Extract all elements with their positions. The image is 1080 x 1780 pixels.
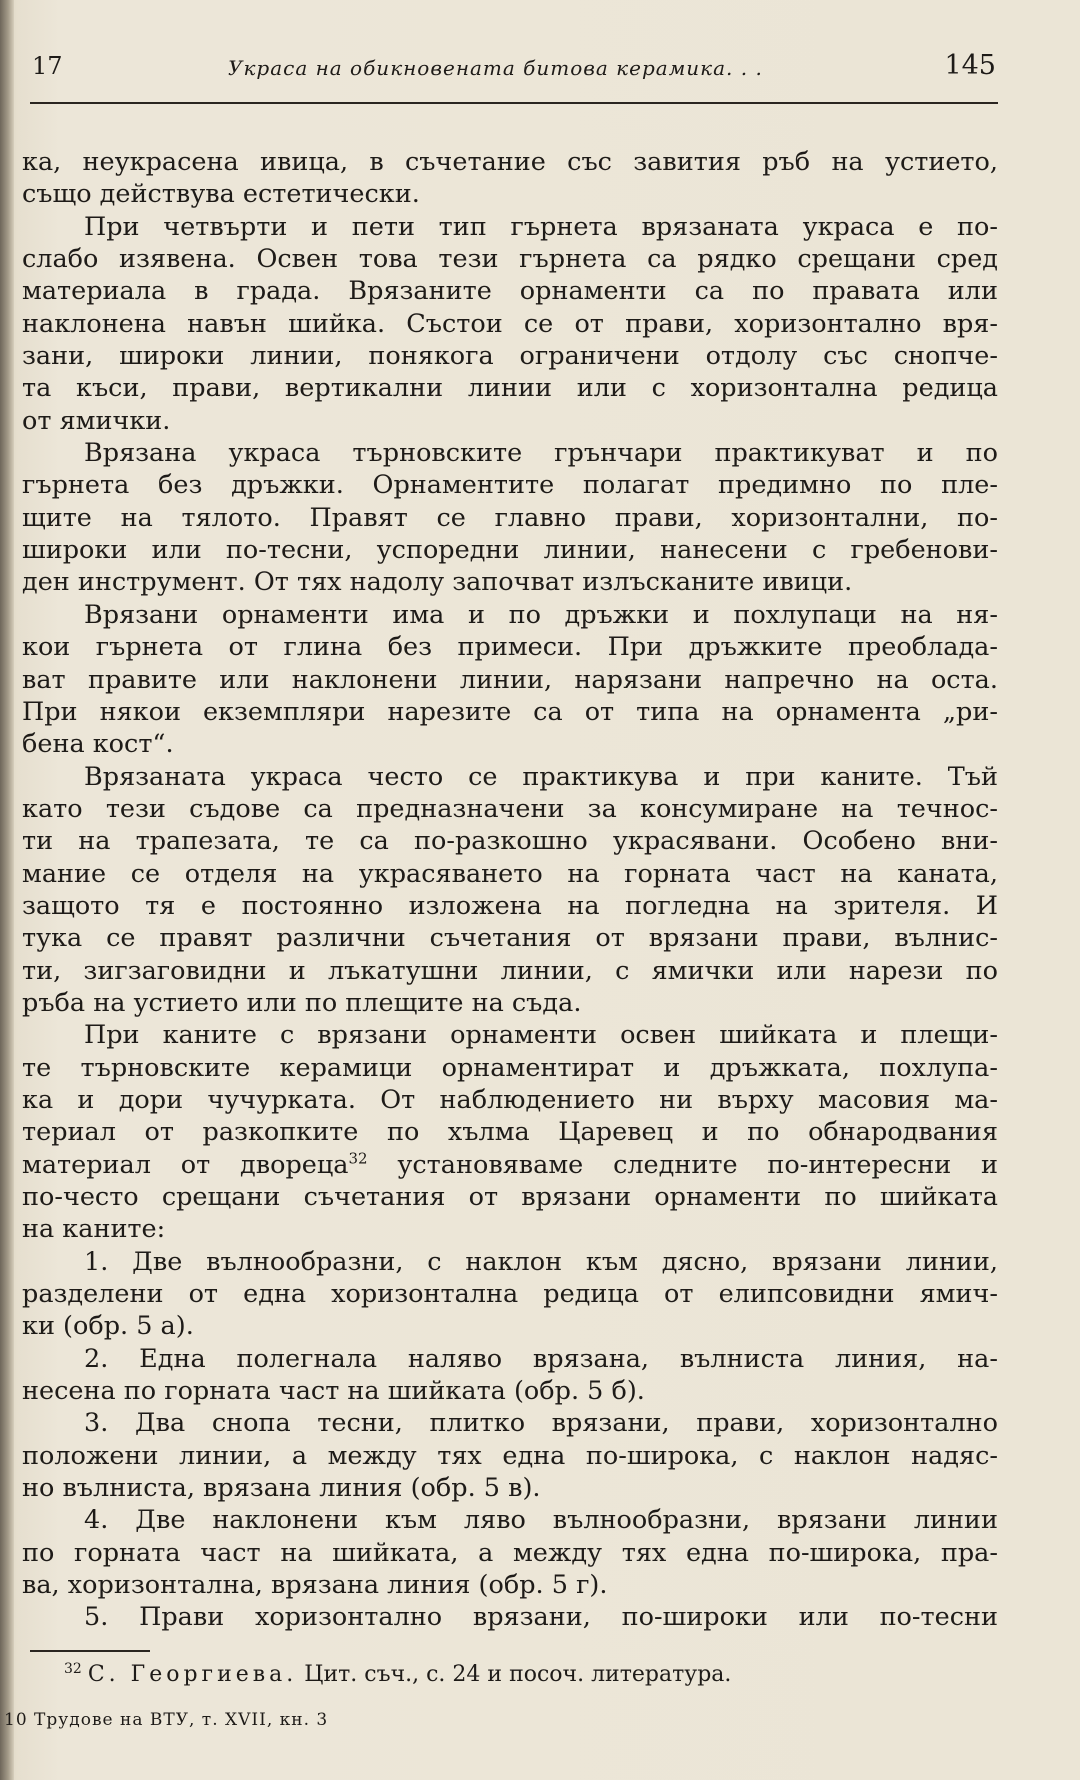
printer-signature: 10 Трудове на ВТУ, т. XVII, кн. 3 [4, 1710, 329, 1730]
footnote [64, 1662, 731, 1687]
line-part: установяваме следните по-интересни и [367, 1149, 999, 1180]
text-line: Врязани орнаменти има и по дръжки и похлупаци на ня- [84, 599, 998, 630]
body-text [22, 146, 998, 1634]
text-line: ка и дори чучурката. От наблюдението ни върху масовия ма- [22, 1084, 998, 1115]
header-rule [30, 102, 998, 104]
text-line: но вълниста, врязана линия (обр. 5 в). [22, 1473, 541, 1504]
footnote-ref: 32 [348, 1149, 368, 1168]
text-line: При каните с врязани орнаменти освен шийката и плещи- [84, 1020, 998, 1051]
text-line: гърнета без дръжки. Орнаментите полагат предимно по пле- [22, 470, 998, 501]
text-line: та къси, прави, вертикални линии или с хоризонтална редица [22, 373, 998, 404]
binding-edge [0, 0, 14, 1780]
text-line: зани, широки линии, понякога ограничени отдолу със снопче- [22, 341, 998, 372]
text-line: При някои екземпляри нарезите са от типа на орнамента „ри- [22, 696, 998, 727]
text-line: широки или по-тесни, успоредни линии, нанесени с гребенови- [22, 535, 998, 566]
text-line: ден инструмент. От тях надолу започват излъсканите ивици. [22, 567, 853, 598]
text-line: тука се правят различни съчетания от врязани прави, вълнис- [22, 923, 998, 954]
text-line: ва, хоризонтална, врязана линия (обр. 5 г). [22, 1570, 608, 1601]
text-line: 5. Прави хоризонтално врязани, по-широки или по-тесни [84, 1602, 998, 1633]
text-line: Врязаната украса често се практикува и при каните. Тъй [84, 761, 998, 792]
footnote-author: С. Георгиева. [87, 1662, 298, 1687]
text-line: като тези съдове са предназначени за консумиране на течнос- [22, 793, 998, 824]
header-left-number: 17 [32, 52, 63, 80]
text-line: по горната част на шийката, а между тях една по-широка, пра- [22, 1537, 998, 1568]
text-line: на каните: [22, 1214, 166, 1245]
text-line: щите на тялото. Правят се главно прави, хоризонтални, по- [22, 502, 998, 533]
text-line: 3. Два снопа тесни, плитко врязани, прави, хоризонтално [84, 1408, 998, 1439]
footnote-marker: 32 [64, 1661, 82, 1677]
text-line: Врязана украса търновските грънчари практикуват и по [84, 438, 998, 469]
text-line: по-често срещани съчетания от врязани орнаменти по шийката [22, 1182, 998, 1212]
text-line: 2. Една полегнала наляво врязана, вълниста линия, на- [84, 1343, 998, 1374]
footnote-rule [30, 1650, 150, 1652]
page-header [30, 48, 998, 92]
text-line: от ямички. [22, 405, 171, 436]
text-line: ръба на устието или по плещите на съда. [22, 987, 582, 1018]
text-line: материала в града. Врязаните орнаменти са по правата или [22, 276, 998, 307]
text-line: кои гърнета от глина без примеси. При дръжките преоблада- [22, 632, 998, 663]
text-line: ти на трапезата, те са по-разкошно украсявани. Особено вни- [22, 826, 998, 857]
text-line: ки (обр. 5 а). [22, 1311, 194, 1342]
text-line: бена кост“. [22, 729, 174, 760]
text-line: ват правите или наклонени линии, нарязани напречно на оста. [22, 664, 998, 695]
text-line: несена по горната част на шийката (обр. 5 б). [22, 1376, 645, 1407]
text-line [22, 1149, 998, 1181]
text-line: ти, зигзаговидни и лъкатушни линии, с ямички или нарези по [22, 955, 998, 986]
text-line: 4. Две наклонени към ляво вълнообразни, врязани линии [84, 1505, 998, 1536]
line-part: материал от двореца [22, 1149, 349, 1180]
page-number: 145 [944, 50, 996, 81]
text-line: наклонена навън шийка. Състои се от прави, хоризонтално вря- [22, 308, 998, 339]
text-line: също действува естетически. [22, 179, 420, 210]
text-line: положени линии, а между тях една по-широка, с наклон надяс- [22, 1440, 998, 1471]
running-title: Украса на обикновената битова керамика. . . [228, 56, 763, 80]
text-line: те търновските керамици орнаментират и дръжката, похлупа- [22, 1052, 998, 1083]
text-line: При четвърти и пети тип гърнета врязаната украса е по- [84, 211, 998, 242]
text-line: разделени от една хоризонтална редица от елипсовидни ямич- [22, 1279, 998, 1310]
text-line: териал от разкопките по хълма Царевец и по обнародвания [22, 1117, 998, 1148]
text-line: ка, неукрасена ивица, в съчетание със завития ръб на устието, [22, 147, 998, 177]
text-line: защото тя е постоянно изложена на погледна на зрителя. И [22, 890, 998, 921]
text-line: 1. Две вълнообразни, с наклон към дясно, врязани линии, [84, 1246, 998, 1277]
text-line: мание се отделя на украсяването на горната част на каната, [22, 858, 998, 889]
footnote-text: Цит. съч., с. 24 и посоч. литература. [304, 1662, 732, 1687]
text-line: слабо изявена. Освен това тези гърнета са рядко срещани сред [22, 244, 998, 275]
